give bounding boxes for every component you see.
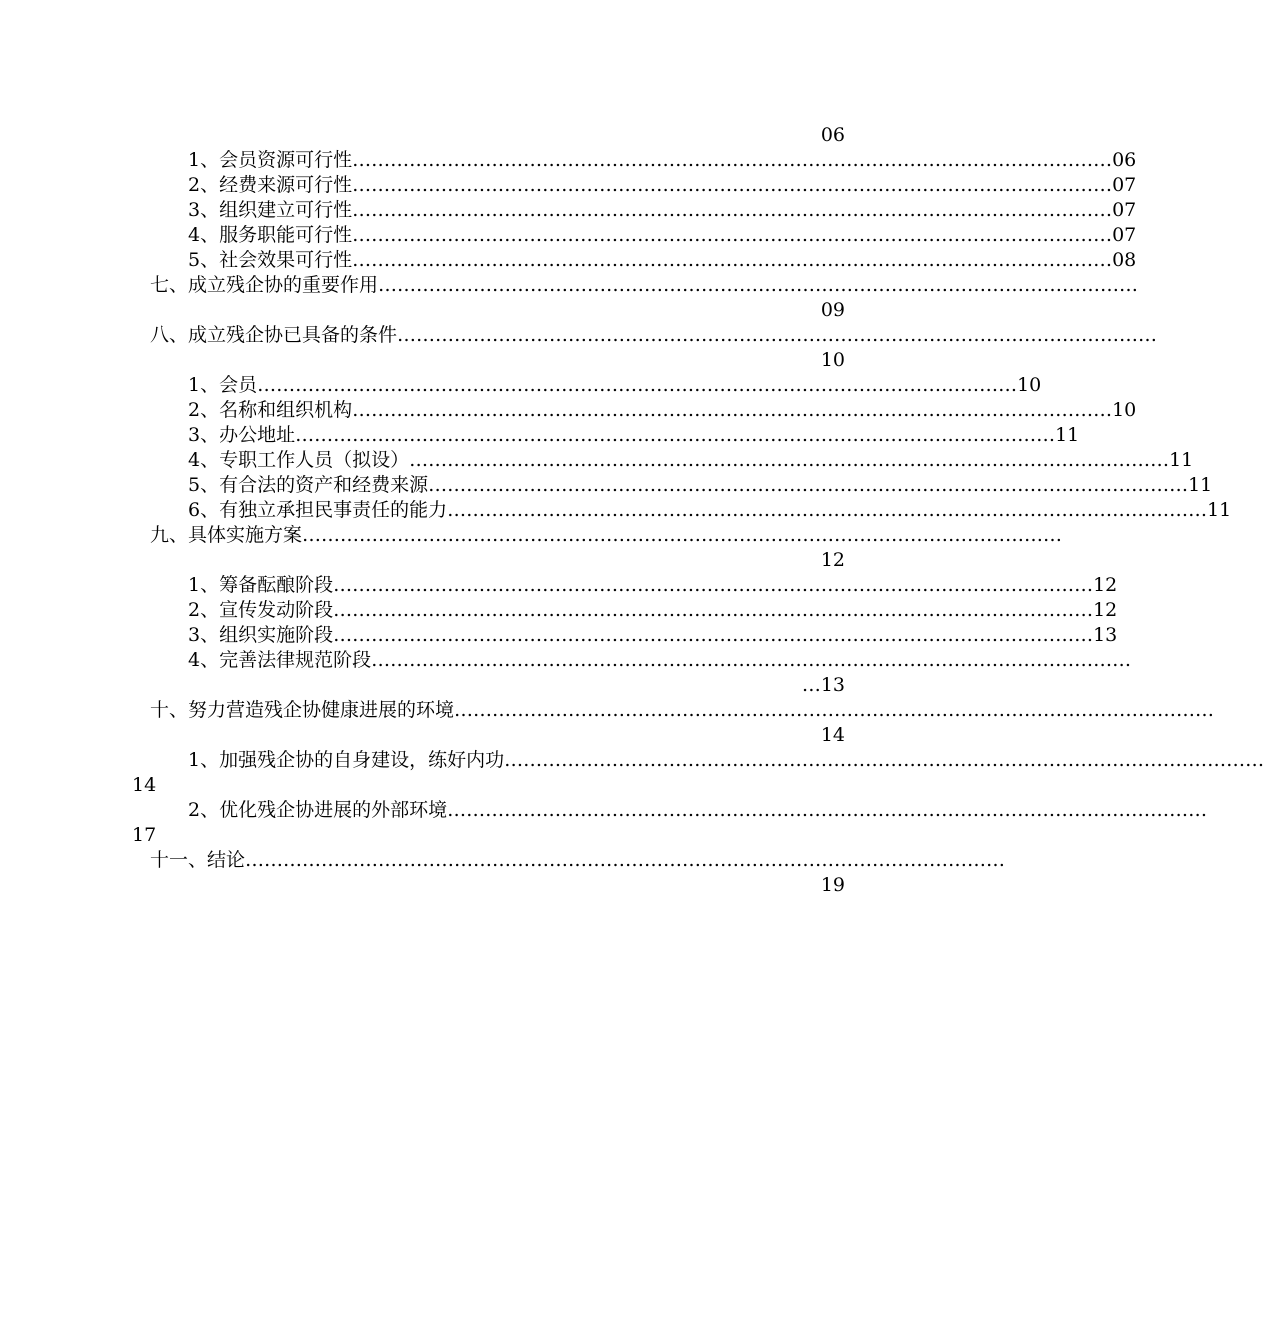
toc-page-number: …13 bbox=[801, 674, 845, 696]
toc-leader-dots: ………………………………………………………………………………………………………… bbox=[245, 849, 1006, 871]
toc-leader-dots: ………………………………………………………………………………………………………… bbox=[302, 524, 1063, 546]
toc-entry-title: 2、宣传发动阶段 bbox=[188, 599, 334, 621]
toc-leader-dots: ………………………………………………………………………………………………………… bbox=[352, 249, 1113, 271]
toc-section-title: 九、具体实施方案 bbox=[150, 524, 303, 546]
toc-entry-title: 4、专职工作人员（拟设） bbox=[188, 449, 410, 471]
toc-entry-title: 2、名称和组织机构 bbox=[188, 399, 353, 421]
toc-section bbox=[150, 323, 1158, 348]
toc-page-number: 12 bbox=[820, 549, 845, 571]
toc-entry-title: 2、经费来源可行性 bbox=[188, 174, 353, 196]
toc-entry bbox=[188, 248, 1137, 273]
toc-entry-title: 1、会员 bbox=[188, 374, 258, 396]
toc-leader-dots: ………………………………………………………………………………………………………… bbox=[333, 599, 1094, 621]
toc-leader-dots: ………………………………………………………………………………………………………… bbox=[295, 424, 1056, 446]
toc-entry bbox=[188, 448, 1194, 473]
toc-leader-dots: ………………………………………………………………………………………………………… bbox=[447, 799, 1208, 821]
toc-leader-dots: ………………………………………………………………………………………………………… bbox=[409, 449, 1170, 471]
toc-entry bbox=[188, 198, 1137, 223]
toc-entry-page: 10 bbox=[1017, 374, 1042, 396]
toc-entry-page: 11 bbox=[1188, 474, 1213, 496]
toc-page-number: 17 bbox=[132, 824, 157, 846]
toc-entry-title: 4、服务职能可行性 bbox=[188, 224, 353, 246]
toc-page-number: 06 bbox=[820, 124, 845, 146]
toc-section-title: 八、成立残企协已具备的条件 bbox=[150, 324, 398, 346]
toc-entry-title: 3、办公地址 bbox=[188, 424, 296, 446]
toc-entry bbox=[188, 748, 1264, 773]
toc-entry bbox=[188, 598, 1118, 623]
toc-entry bbox=[188, 173, 1137, 198]
toc-section bbox=[150, 698, 1215, 723]
toc-entry-title: 1、会员资源可行性 bbox=[188, 149, 353, 171]
toc-entry-page: 08 bbox=[1112, 249, 1137, 271]
toc-section bbox=[150, 523, 1063, 548]
toc-entry-page: 11 bbox=[1207, 499, 1232, 521]
toc-entry-title: 5、社会效果可行性 bbox=[188, 249, 353, 271]
toc-entry-page: 11 bbox=[1169, 449, 1194, 471]
toc-leader-dots: ………………………………………………………………………………………………………… bbox=[447, 499, 1208, 521]
toc-section-title: 七、成立残企协的重要作用 bbox=[150, 274, 379, 296]
toc-entry bbox=[188, 648, 1132, 673]
toc-leader-dots: ………………………………………………………………………………………………………… bbox=[371, 649, 1132, 671]
toc-page-number: 14 bbox=[820, 724, 845, 746]
toc-leader-dots: ………………………………………………………………………………………………………… bbox=[333, 624, 1094, 646]
toc-entry-title: 5、有合法的资产和经费来源 bbox=[188, 474, 429, 496]
toc-leader-dots: ………………………………………………………………………………………………………… bbox=[352, 399, 1113, 421]
toc-section bbox=[150, 848, 1006, 873]
toc-section-title: 十一、结论 bbox=[150, 849, 246, 871]
toc-page-number: 10 bbox=[820, 349, 845, 371]
toc-entry-page: 07 bbox=[1112, 224, 1137, 246]
toc-entry-title: 1、筹备酝酿阶段 bbox=[188, 574, 334, 596]
toc-section-title: 十、努力营造残企协健康进展的环境 bbox=[150, 699, 455, 721]
toc-leader-dots: ………………………………………………………………………………………………………… bbox=[428, 474, 1189, 496]
toc-entry-page: 12 bbox=[1093, 574, 1118, 596]
toc-entry-page: 12 bbox=[1093, 599, 1118, 621]
toc-entry bbox=[188, 573, 1118, 598]
toc-entry-page: 07 bbox=[1112, 174, 1137, 196]
toc-leader-dots: ………………………………………………………………………………………………………… bbox=[352, 199, 1113, 221]
toc-leader-dots: ………………………………………………………………………………………………………… bbox=[352, 174, 1113, 196]
toc-leader-dots: ………………………………………………………………………………………………………… bbox=[257, 374, 1018, 396]
toc-entry bbox=[188, 223, 1137, 248]
toc-entry-page: 11 bbox=[1055, 424, 1080, 446]
toc-entry bbox=[188, 498, 1232, 523]
toc-leader-dots: ………………………………………………………………………………………………………… bbox=[504, 749, 1264, 771]
toc-leader-dots: ………………………………………………………………………………………………………… bbox=[378, 274, 1139, 296]
toc-leader-dots: ………………………………………………………………………………………………………… bbox=[397, 324, 1158, 346]
toc-entry bbox=[188, 798, 1208, 823]
toc-entry bbox=[188, 373, 1042, 398]
toc-entry bbox=[188, 148, 1137, 173]
toc-page-number: 14 bbox=[132, 774, 157, 796]
toc-entry-title: 3、组织建立可行性 bbox=[188, 199, 353, 221]
toc-entry-page: 06 bbox=[1112, 149, 1137, 171]
toc-leader-dots: ………………………………………………………………………………………………………… bbox=[352, 149, 1113, 171]
toc-entry-title: 3、组织实施阶段 bbox=[188, 624, 334, 646]
toc-entry-title: 2、优化残企协进展的外部环境 bbox=[188, 799, 448, 821]
toc-entry bbox=[188, 473, 1213, 498]
toc-entry-page: 10 bbox=[1112, 399, 1137, 421]
toc-section bbox=[150, 273, 1139, 298]
toc-entry-title: 1、加强残企协的自身建设，练好内功 bbox=[188, 749, 505, 771]
toc-entry-page: 13 bbox=[1093, 624, 1118, 646]
toc-entry-title: 6、有独立承担民事责任的能力 bbox=[188, 499, 448, 521]
toc-entry bbox=[188, 623, 1118, 648]
toc-leader-dots: ………………………………………………………………………………………………………… bbox=[333, 574, 1094, 596]
toc-entry-page: 07 bbox=[1112, 199, 1137, 221]
toc-page-number: 09 bbox=[820, 299, 845, 321]
toc-entry-title: 4、完善法律规范阶段 bbox=[188, 649, 372, 671]
toc-leader-dots: ………………………………………………………………………………………………………… bbox=[454, 699, 1215, 721]
toc-leader-dots: ………………………………………………………………………………………………………… bbox=[352, 224, 1113, 246]
toc-page-number: 19 bbox=[820, 874, 845, 896]
toc-entry bbox=[188, 398, 1137, 423]
toc-entry bbox=[188, 423, 1080, 448]
